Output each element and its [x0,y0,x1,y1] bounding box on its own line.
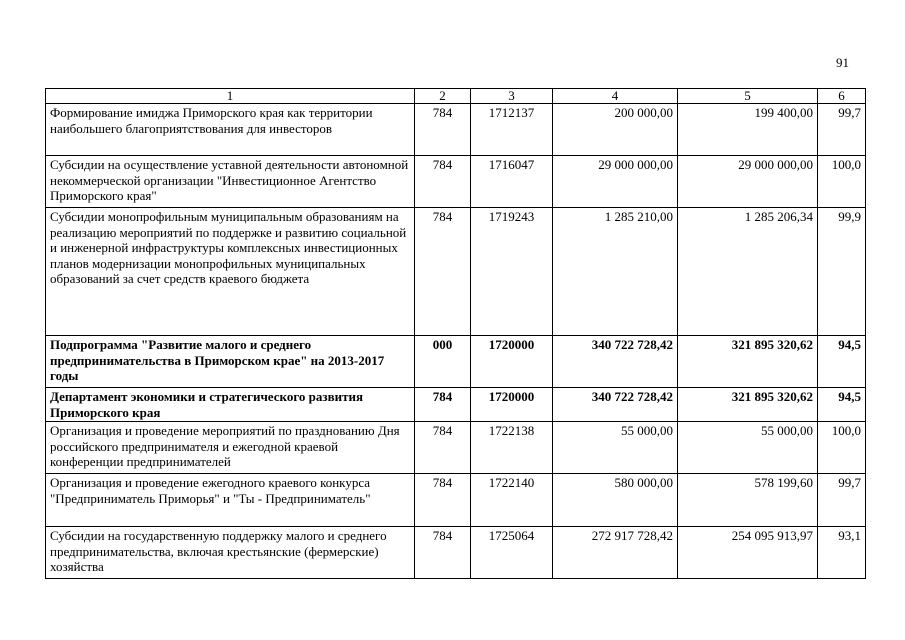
col6-percent-cell: 99,7 [818,474,866,527]
item-name-cell: Субсидии на государственную поддержку малого и среднего предпринимательства, включая крестьянские (фермерские) хозяйства [46,527,415,579]
header-col-2: 2 [415,89,471,104]
col5-amount-cell: 578 199,60 [678,474,818,527]
col4-amount-cell: 55 000,00 [553,422,678,474]
department-code-cell: 784 [415,208,471,336]
target-code-cell: 1716047 [471,156,553,208]
col5-amount-cell: 199 400,00 [678,104,818,156]
target-code-cell: 1720000 [471,388,553,422]
col4-amount-cell: 340 722 728,42 [553,336,678,388]
item-name-cell: Департамент экономики и стратегического развития Приморского края [46,388,415,422]
table-row [46,208,866,336]
col4-amount-cell: 272 917 728,42 [553,527,678,579]
target-code-cell: 1712137 [471,104,553,156]
col5-amount-cell: 29 000 000,00 [678,156,818,208]
header-col-3: 3 [471,89,553,104]
header-col-6: 6 [818,89,866,104]
table-header-row [46,89,866,104]
col4-amount-cell: 200 000,00 [553,104,678,156]
col6-percent-cell: 100,0 [818,156,866,208]
col4-amount-cell: 1 285 210,00 [553,208,678,336]
department-code-cell: 784 [415,527,471,579]
page-number: 91 [836,55,849,70]
target-code-cell: 1725064 [471,527,553,579]
col4-amount-cell: 29 000 000,00 [553,156,678,208]
table-row [46,156,866,208]
col6-percent-cell: 93,1 [818,527,866,579]
header-col-1: 1 [46,89,415,104]
department-code-cell: 784 [415,474,471,527]
table-row [46,474,866,527]
col5-amount-cell: 254 095 913,97 [678,527,818,579]
department-code-cell: 784 [415,156,471,208]
item-name-cell: Организация и проведение мероприятий по празднованию Дня российского предпринимателя и ежегодной краевой конференции предпринимателей [46,422,415,474]
table-row [46,527,866,579]
table-row [46,388,866,422]
target-code-cell: 1722138 [471,422,553,474]
table-row [46,422,866,474]
col5-amount-cell: 1 285 206,34 [678,208,818,336]
col5-amount-cell: 321 895 320,62 [678,388,818,422]
table-row [46,336,866,388]
table-row [46,104,866,156]
item-name-cell: Организация и проведение ежегодного краевого конкурса "Предприниматель Приморья" и "Ты - Предприниматель" [46,474,415,527]
budget-table [45,88,866,579]
col6-percent-cell: 99,9 [818,208,866,336]
col6-percent-cell: 100,0 [818,422,866,474]
col6-percent-cell: 99,7 [818,104,866,156]
col6-percent-cell: 94,5 [818,388,866,422]
department-code-cell: 784 [415,388,471,422]
header-col-4: 4 [553,89,678,104]
col5-amount-cell: 321 895 320,62 [678,336,818,388]
department-code-cell: 784 [415,422,471,474]
item-name-cell: Субсидии на осуществление уставной деятельности автономной некоммерческой организации "Инвестиционное Агентство Приморского края" [46,156,415,208]
item-name-cell: Субсидии монопрофильным муниципальным образованиям на реализацию мероприятий по поддержке и развитию социальной и инженерной инфраструктуры комплексных инвестиционных планов модернизации монопрофильных муниципальных образований за счет средств краевого бюджета [46,208,415,336]
col5-amount-cell: 55 000,00 [678,422,818,474]
item-name-cell: Подпрограмма "Развитие малого и среднего предпринимательства в Приморском крае" на 2013-2017 годы [46,336,415,388]
col4-amount-cell: 580 000,00 [553,474,678,527]
department-code-cell: 784 [415,104,471,156]
col6-percent-cell: 94,5 [818,336,866,388]
department-code-cell: 000 [415,336,471,388]
item-name-cell: Формирование имиджа Приморского края как территории наибольшего благоприятствования для инвесторов [46,104,415,156]
header-col-5: 5 [678,89,818,104]
target-code-cell: 1719243 [471,208,553,336]
col4-amount-cell: 340 722 728,42 [553,388,678,422]
target-code-cell: 1722140 [471,474,553,527]
target-code-cell: 1720000 [471,336,553,388]
